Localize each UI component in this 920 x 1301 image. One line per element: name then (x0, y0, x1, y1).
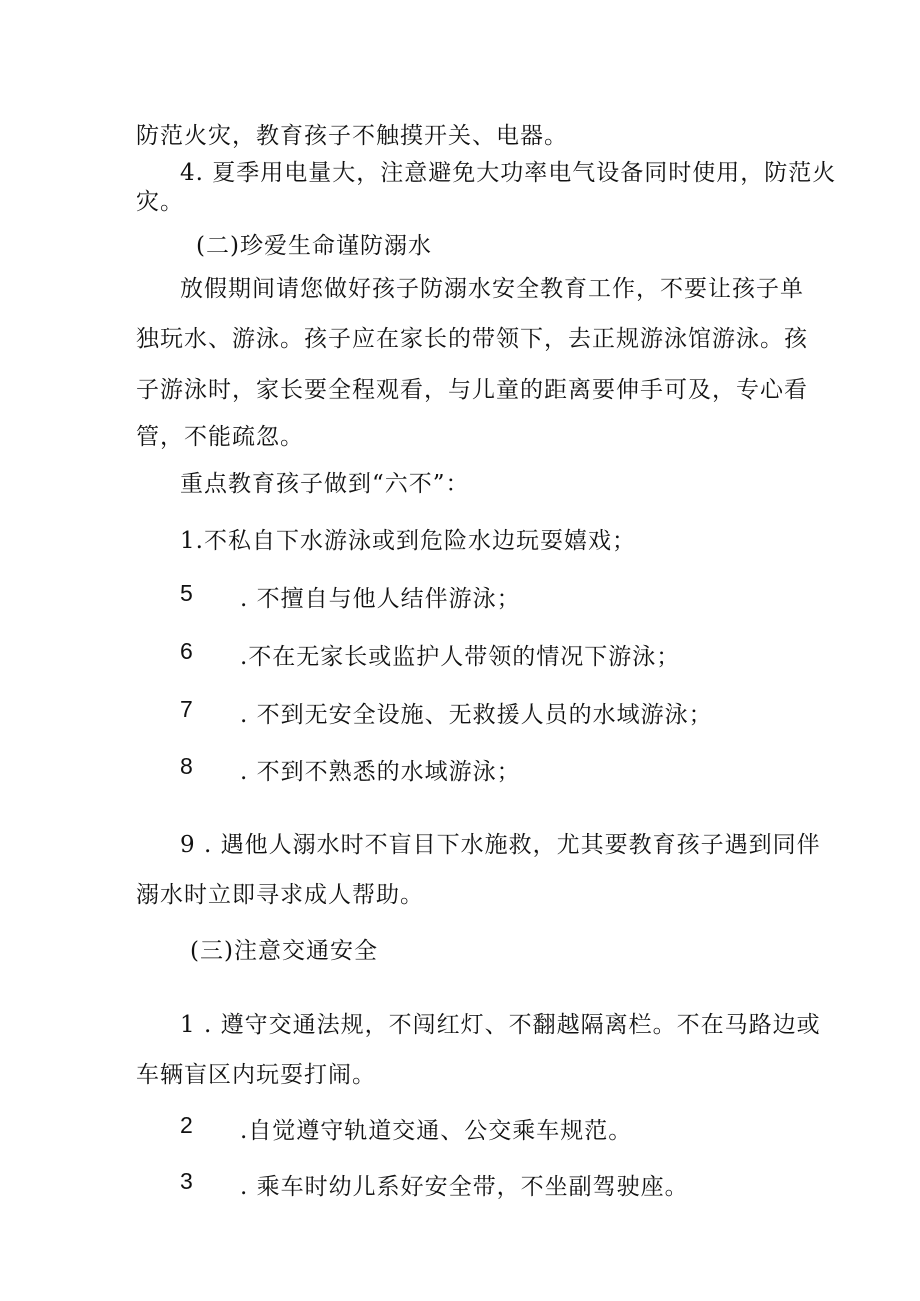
section-heading-traffic: (三)注意交通安全 (190, 938, 378, 964)
paragraph-drowning-line3: 子游泳时，家长要全程观看，与儿童的距离要伸手可及，专心看 (136, 377, 808, 403)
paragraph-six-nots: 重点教育孩子做到“六不”： (180, 471, 470, 497)
paragraph-traffic1-line1: 1 . 遵守交通法规，不闯红灯、不翻越隔离栏。不在马路边或 (180, 1012, 821, 1038)
list-item-number: 6 (180, 638, 193, 664)
paragraph-drowning-line4: 管，不能疏忽。 (136, 424, 304, 450)
list-item-number: 5 (180, 580, 193, 606)
list-item-number: 8 (180, 753, 193, 779)
list-item: .不在无家长或监护人带领的情况下游泳； (240, 644, 681, 670)
list-item: . 不到无安全设施、无救援人员的水域游泳； (240, 702, 713, 728)
list-item: .自觉遵守轨道交通、公交乘车规范。 (240, 1118, 633, 1144)
paragraph-summer-line1: 4. 夏季用电量大，注意避免大功率电气设备同时使用，防范火 (180, 160, 837, 186)
paragraph-item9-line1: 9 . 遇他人溺水时不盲目下水施救，尤其要教育孩子遇到同伴 (180, 832, 821, 858)
paragraph-drowning-line2: 独玩水、游泳。孩子应在家长的带领下，去正规游泳馆游泳。孩 (136, 326, 808, 352)
paragraph-drowning-line1: 放假期间请您做好孩子防溺水安全教育工作，不要让孩子单 (180, 276, 804, 302)
section-heading-drowning: (二)珍爱生命谨防溺水 (196, 233, 432, 259)
list-item-number: 7 (180, 696, 193, 722)
paragraph-traffic1-line2: 车辆盲区内玩耍打闹。 (136, 1062, 376, 1088)
list-item: . 不擅自与他人结伴游泳； (240, 586, 521, 612)
list-item: 1.不私自下水游泳或到危险水边玩耍嬉戏； (180, 528, 636, 554)
paragraph-fire-line1: 防范火灾，教育孩子不触摸开关、电器。 (136, 123, 568, 149)
list-item-number: 3 (180, 1168, 193, 1194)
list-item: . 不到不熟悉的水域游泳； (240, 759, 521, 785)
paragraph-item9-line2: 溺水时立即寻求成人帮助。 (136, 882, 424, 908)
list-item: . 乘车时幼儿系好安全带，不坐副驾驶座。 (240, 1174, 689, 1200)
paragraph-summer-line2: 灾。 (136, 189, 184, 215)
list-item-number: 2 (180, 1112, 193, 1138)
